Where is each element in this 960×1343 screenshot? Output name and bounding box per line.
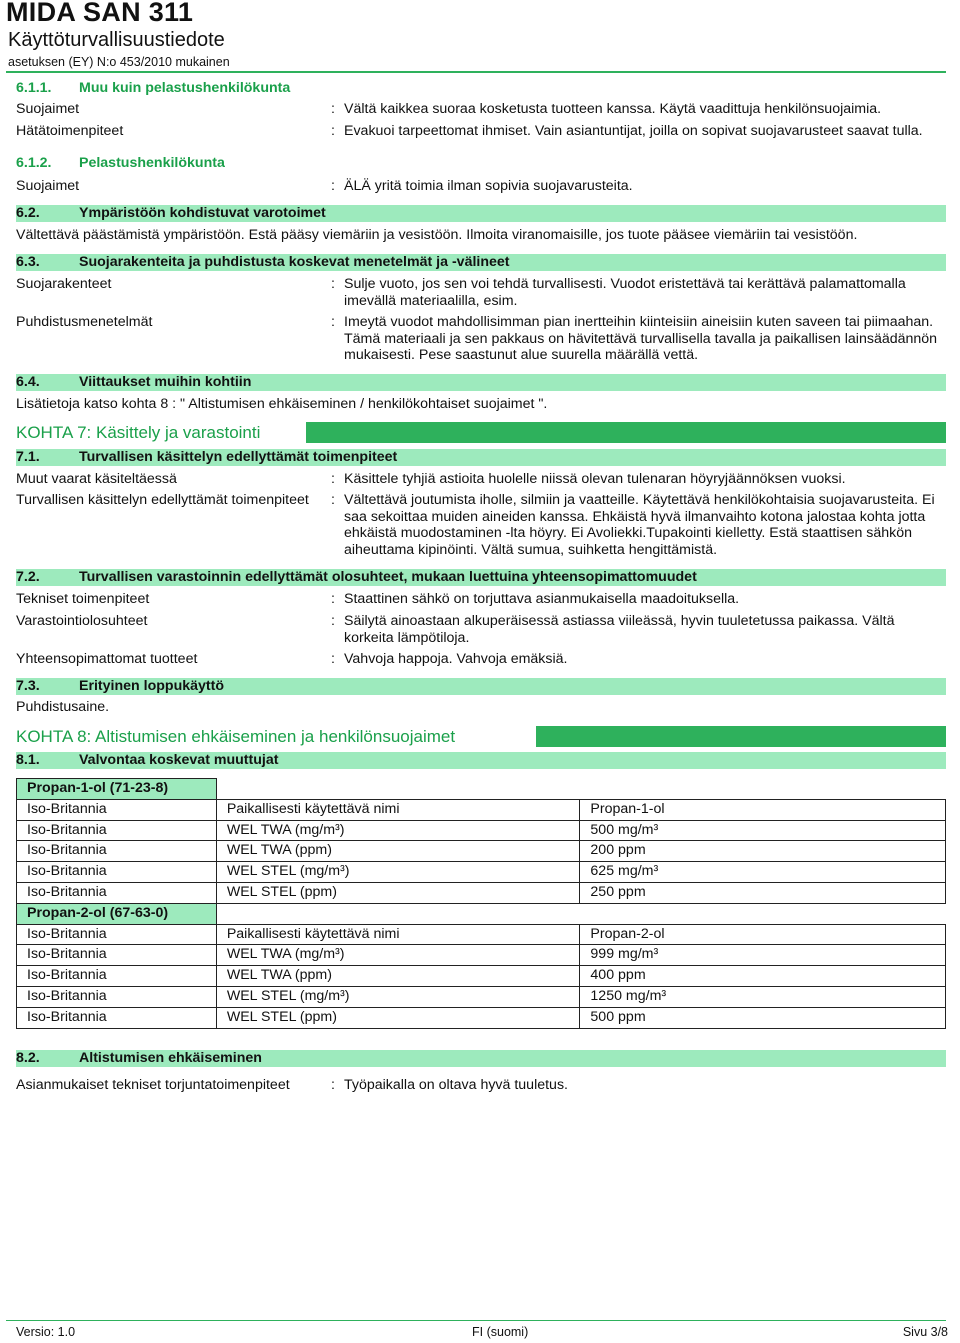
document-type: Käyttöturvallisuustiedote [8,29,225,51]
field-value: Työpaikalla on oltava hyvä tuuletus. [344,1077,568,1093]
field-label: Suojaimet [16,178,80,194]
section-title: Viittaukset muihin kohtiin [79,374,252,390]
section-text: Vältettävä päästämistä ympäristöön. Estä pääsy viemäriin ja vesistöön. Ilmoita viranomaisille, jos tuote pääsee viemäriin tai vesistöön. [16,227,858,243]
section-title: Altistumisen ehkäiseminen [79,1050,262,1066]
substance-name: Propan-2-ol (67-63-0) [17,903,217,924]
section-6-4-heading [16,374,946,391]
field-separator: : [331,591,335,607]
table-row [17,924,946,945]
section-8-2-heading [16,1050,946,1067]
regulation-reference: asetuksen (EY) N:o 453/2010 mukainen [8,55,230,69]
table-cell: 625 mg/m³ [580,862,946,883]
field-label: Yhteensopimattomat tuotteet [16,651,198,667]
field-separator: : [331,178,335,194]
field-value: Käsittele tyhjiä astioita huolelle niissä olevan tulenaran höyryjäännöksen vuoksi. [344,471,846,487]
footer-page-number: Sivu 3/8 [902,1325,948,1339]
table-cell: 500 ppm [580,1007,946,1028]
field-label: Puhdistusmenetelmät [16,314,153,330]
table-cell: WEL TWA (mg/m³) [216,945,580,966]
table-row [17,945,946,966]
table-cell: Iso-Britannia [17,882,217,903]
field-label: Varastointiolosuhteet [16,613,148,629]
section-title: Suojarakenteita ja puhdistusta koskevat menetelmät ja -välineet [79,254,510,270]
table-cell: Iso-Britannia [17,945,217,966]
section-6-2-heading [16,205,946,222]
table-cell: Iso-Britannia [17,924,217,945]
footer-version: Versio: 1.0 [16,1325,76,1339]
table-cell: Paikallisesti käytettävä nimi [216,799,580,820]
table-cell: Iso-Britannia [17,966,217,987]
section-number: 6.4. [16,374,40,390]
section-title: Ympäristöön kohdistuvat varotoimet [79,205,326,221]
section-number: 6.3. [16,254,40,270]
table-cell: 400 ppm [580,966,946,987]
field-separator: : [331,276,335,292]
section-text: Lisätietoja katso kohta 8 : " Altistumisen ehkäiseminen / henkilökohtaiset suojaimet ". [16,396,548,412]
section-number: 6.2. [16,205,40,221]
table-row [17,882,946,903]
substance-name: Propan-1-ol (71-23-8) [17,779,217,800]
section-number: 6.1.2. [16,155,52,171]
product-name: MIDA SAN 311 [6,0,194,27]
field-value: ÄLÄ yritä toimia ilman sopivia suojavarusteita. [344,178,633,194]
field-separator: : [331,314,335,330]
chapter-title: KOHTA 7: Käsittely ja varastointi [16,422,306,443]
table-spacer [216,903,945,924]
table-cell: Iso-Britannia [17,841,217,862]
table-cell: Iso-Britannia [17,986,217,1007]
table-cell: 999 mg/m³ [580,945,946,966]
table-cell: Iso-Britannia [17,820,217,841]
header-divider [6,71,946,73]
table-row [17,862,946,883]
section-6-1-1-heading [16,80,916,97]
field-separator: : [331,101,335,117]
field-separator: : [331,651,335,667]
table-row [17,799,946,820]
table-cell: Iso-Britannia [17,799,217,820]
field-value: Vältettävä joutumista iholle, silmiin ja vaatteille. Käytettävä henkilökohtaisia suojavarusteita. Ei saa sekoittaa muiden aineiden kanssa. Ehkäistä hyvä ilmanvaihto kotona jalostaa kohta jotta ehkäistä muodostaminen -lta höyry. Ei Avoliekki.Tupakointi kielletty. Estä staattisen sähkön aiheuttama kipinöinti. Vältä sumua, suihketta hengittämistä. [344,492,935,558]
field-label: Hätätoimenpiteet [16,123,124,139]
chapter-7-heading [16,422,946,443]
table-spacer [216,779,945,800]
table-row [17,986,946,1007]
field-value: Sulje vuoto, jos sen voi tehdä turvallisesti. Vuodot eristettävä tai kerättävä palamattomalla imevällä materiaalilla, esim. [344,276,906,309]
table-cell: WEL TWA (ppm) [216,966,580,987]
field-label: Tekniset toimenpiteet [16,591,150,607]
field-value: Staattinen sähkö on torjuttava asianmukaisella maadoituksella. [344,591,740,607]
field-separator: : [331,471,335,487]
section-number: 6.1.1. [16,80,52,96]
table-cell: 1250 mg/m³ [580,986,946,1007]
chapter-8-heading [16,726,946,747]
field-separator: : [331,492,335,508]
table-cell: 200 ppm [580,841,946,862]
table-cell: WEL TWA (mg/m³) [216,820,580,841]
table-group-row [17,903,946,924]
table-cell: Propan-1-ol [580,799,946,820]
table-cell: 500 mg/m³ [580,820,946,841]
section-title: Turvallisen varastoinnin edellyttämät olosuhteet, mukaan luettuina yhteensopimattomuudet [79,569,697,585]
table-row [17,1007,946,1028]
table-row [17,820,946,841]
field-value: Imeytä vuodot mahdollisimman pian inertteihin kiinteisiin aineisiin kuten saveen tai piimaahan. Tämä materiaali ja sen pakkaus on hävitettävä turvallisella tavalla ja paikallisen lainsäädännön mukaisesti. Pese saastunut alue suurella määrällä vettä. [344,314,938,363]
section-number: 7.2. [16,569,40,585]
exposure-limits-table [16,778,946,1029]
table-cell: 250 ppm [580,882,946,903]
section-title: Turvallisen käsittelyn edellyttämät toimenpiteet [79,449,398,465]
section-title: Valvontaa koskevat muuttujat [79,752,279,768]
section-number: 8.2. [16,1050,40,1066]
footer-language: FI (suomi) [472,1325,529,1339]
table-cell: WEL STEL (mg/m³) [216,862,580,883]
field-label: Suojarakenteet [16,276,112,292]
table-cell: WEL STEL (mg/m³) [216,986,580,1007]
section-text: Puhdistusaine. [16,699,110,715]
footer-divider [6,1320,946,1321]
section-6-1-2-heading [16,155,916,172]
field-separator: : [331,613,335,629]
table-cell: WEL TWA (ppm) [216,841,580,862]
section-title: Pelastushenkilökunta [79,155,225,171]
section-number: 8.1. [16,752,40,768]
table-cell: WEL STEL (ppm) [216,1007,580,1028]
field-value: Evakuoi tarpeettomat ihmiset. Vain asiantuntijat, joilla on sopivat suojavarusteet saavat tulla. [344,123,923,139]
table-cell: Iso-Britannia [17,1007,217,1028]
field-label: Turvallisen käsittelyn edellyttämät toimenpiteet [16,492,309,508]
field-value: Vahvoja happoja. Vahvoja emäksiä. [344,651,568,667]
chapter-title: KOHTA 8: Altistumisen ehkäiseminen ja henkilönsuojaimet [16,726,536,747]
table-group-row [17,779,946,800]
table-row [17,841,946,862]
field-separator: : [331,1077,335,1093]
section-number: 7.3. [16,678,40,694]
table-cell: Paikallisesti käytettävä nimi [216,924,580,945]
table-row [17,966,946,987]
section-8-1-heading [16,752,946,769]
section-6-3-heading [16,254,946,271]
table-cell: Propan-2-ol [580,924,946,945]
field-separator: : [331,123,335,139]
section-title: Muu kuin pelastushenkilökunta [79,80,291,96]
section-7-3-heading [16,678,946,695]
section-title: Erityinen loppukäyttö [79,678,225,694]
field-label: Muut vaarat käsiteltäessä [16,471,177,487]
table-cell: WEL STEL (ppm) [216,882,580,903]
section-7-1-heading [16,449,946,466]
table-cell: Iso-Britannia [17,862,217,883]
field-label: Suojaimet [16,101,80,117]
section-7-2-heading [16,569,946,586]
field-value: Vältä kaikkea suoraa kosketusta tuotteen kanssa. Käytä vaadittuja henkilönsuojaimia. [344,101,882,117]
field-label: Asianmukaiset tekniset torjuntatoimenpiteet [16,1077,290,1093]
section-number: 7.1. [16,449,40,465]
field-value: Säilytä ainoastaan alkuperäisessä astiassa viileässä, hyvin tuuletetussa paikassa. Vältä korkeita lämpötiloja. [344,613,895,646]
